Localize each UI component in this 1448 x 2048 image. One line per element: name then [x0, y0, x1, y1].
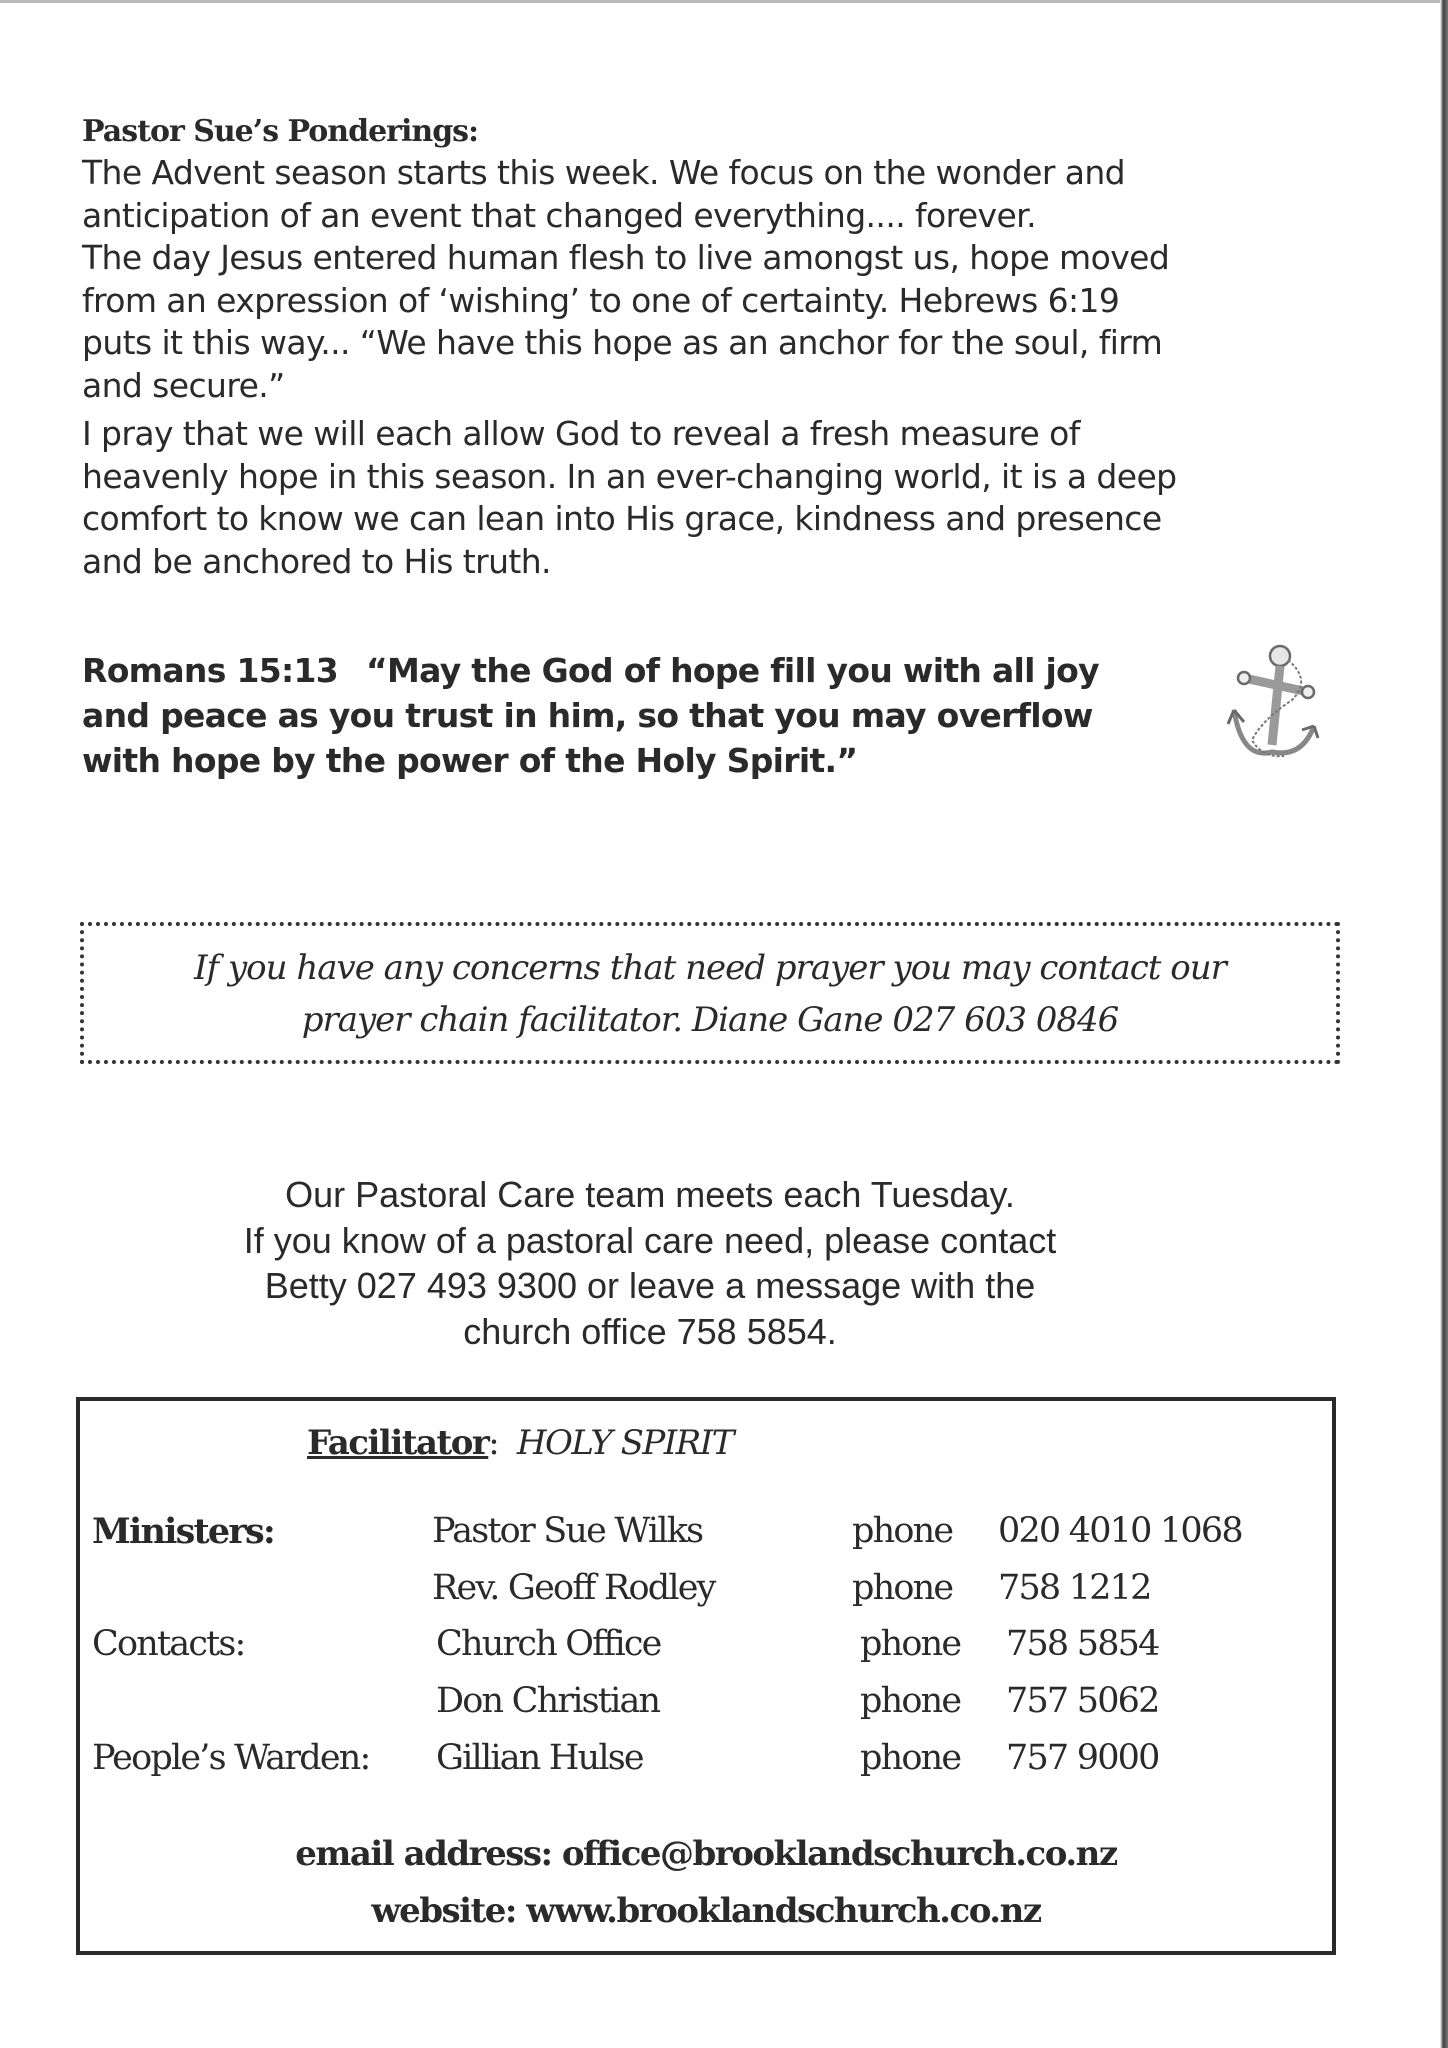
text-line: comfort to know we can lean into His grace, kindness and presence: [82, 499, 1162, 538]
contact-name: Gillian Hulse: [436, 1738, 643, 1778]
pastor-ponderings: [82, 112, 1352, 583]
phone-label: phone: [852, 1511, 953, 1551]
email-address[interactable]: email address: office@brooklandschurch.co.nz: [295, 1834, 1117, 1874]
contact-row: [80, 1624, 1332, 1680]
contact-row: [80, 1681, 1332, 1737]
text-line: and be anchored to His truth.: [82, 541, 551, 581]
anchor-icon: [1222, 640, 1327, 775]
phone-label: phone: [860, 1738, 961, 1778]
prayer-chain-box: [80, 922, 1340, 1064]
facilitator-label: Facilitator: [307, 1423, 489, 1463]
contact-row: [80, 1738, 1332, 1794]
contact-phone: 757 9000: [1006, 1738, 1159, 1778]
contact-role: People’s Warden:: [92, 1738, 370, 1778]
text-line: I pray that we will each allow God to reveal a fresh measure of: [82, 414, 1080, 453]
prayer-chain-line: prayer chain facilitator. Diane Gane 027 603 0846: [301, 1000, 1119, 1040]
contact-phone: 758 5854: [1006, 1624, 1159, 1664]
bible-verse: [82, 648, 1212, 783]
verse-line: with hope by the power of the Holy Spirit.”: [82, 741, 858, 780]
text-line: anticipation of an event that changed everything.... forever.: [82, 195, 1036, 235]
page-top-edge: [0, 0, 1448, 3]
contact-row: [80, 1568, 1332, 1624]
text-line: heavenly hope in this season. In an ever-changing world, it is a deep: [82, 456, 1177, 496]
verse-reference: Romans 15:13: [82, 651, 339, 690]
contacts-box: [76, 1397, 1336, 1955]
ponderings-paragraph-2: [82, 413, 1352, 583]
prayer-chain-line: If you have any concerns that need prayer you may contact our: [194, 948, 1226, 988]
phone-label: phone: [860, 1681, 961, 1721]
facilitator-colon: :: [488, 1423, 499, 1463]
verse-line: and peace as you trust in him, so that you may overflow: [82, 696, 1093, 735]
contact-name: Church Office: [436, 1624, 661, 1664]
verse-line: “May the God of hope fill you with all joy: [366, 651, 1099, 690]
phone-label: phone: [852, 1568, 953, 1608]
contact-name: Rev. Geoff Rodley: [432, 1568, 715, 1608]
ponderings-heading: Pastor Sue’s Ponderings:: [82, 114, 479, 149]
pastoral-line: church office 758 5854.: [463, 1310, 837, 1352]
contact-role: Ministers:: [92, 1511, 274, 1552]
facilitator-line: [307, 1423, 733, 1463]
contact-row: [80, 1511, 1332, 1567]
text-line: The day Jesus entered human flesh to live amongst us, hope moved: [82, 238, 1170, 277]
text-line: and secure.”: [82, 365, 285, 405]
phone-label: phone: [860, 1624, 961, 1664]
pastoral-line: Betty 027 493 9300 or leave a message with the: [264, 1265, 1036, 1306]
text-line: from an expression of ‘wishing’ to one of certainty. Hebrews 6:19: [82, 280, 1120, 320]
pastoral-line: If you know of a pastoral care need, please contact: [243, 1219, 1057, 1261]
contact-name: Pastor Sue Wilks: [432, 1511, 703, 1551]
pastoral-line: Our Pastoral Care team meets each Tuesday.: [285, 1174, 1015, 1215]
contact-phone: 020 4010 1068: [998, 1511, 1242, 1551]
pastoral-care-notice: [150, 1172, 1150, 1354]
page-right-edge: [1440, 0, 1448, 2048]
ponderings-paragraph-1: [82, 152, 1352, 407]
contact-phone: 757 5062: [1006, 1681, 1159, 1721]
contact-phone: 758 1212: [998, 1568, 1151, 1608]
website-address[interactable]: website: www.brooklandschurch.co.nz: [371, 1891, 1041, 1931]
contact-role: Contacts:: [92, 1624, 245, 1664]
text-line: The Advent season starts this week. We focus on the wonder and: [82, 153, 1125, 192]
contact-name: Don Christian: [436, 1681, 660, 1721]
text-line: puts it this way... “We have this hope as an anchor for the soul, firm: [82, 323, 1163, 362]
facilitator-value: HOLY SPIRIT: [516, 1423, 733, 1463]
